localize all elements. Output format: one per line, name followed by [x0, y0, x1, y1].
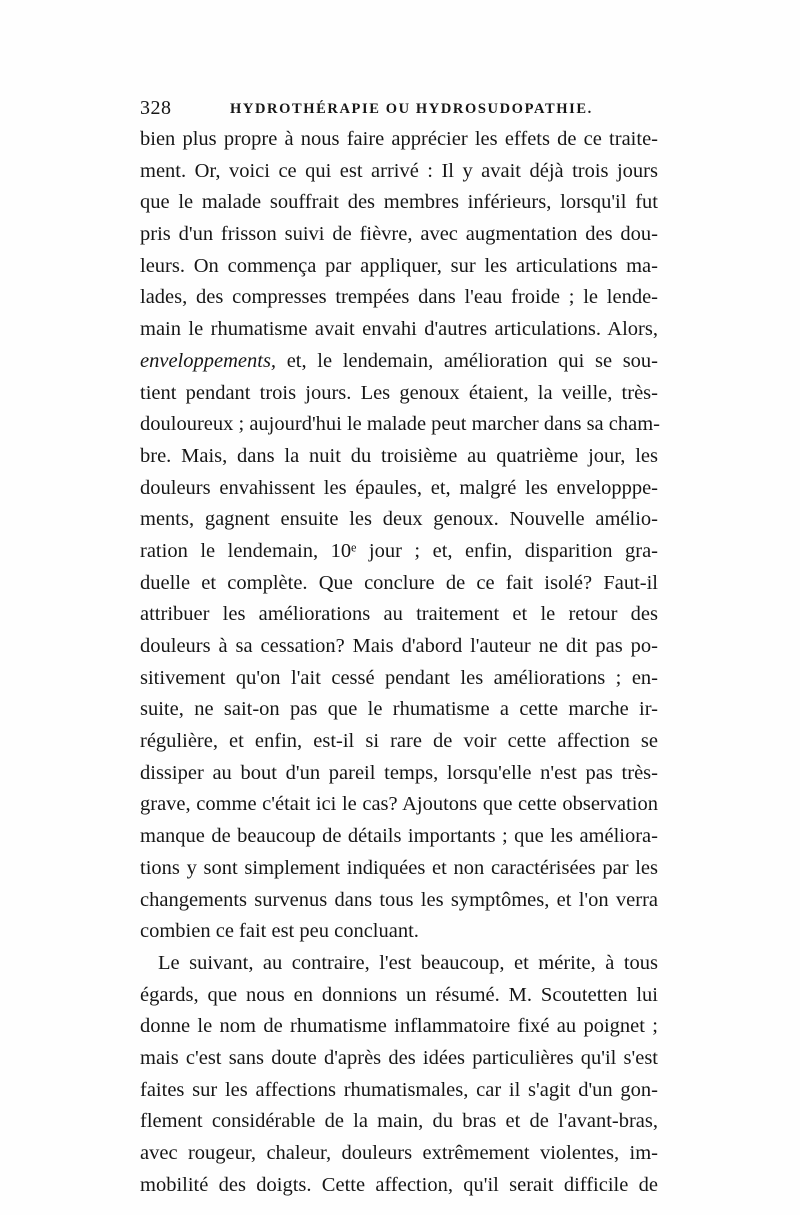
line-text: duelle et complète. Que conclure de ce fait isolé? Faut-il: [140, 571, 658, 594]
text-line: [140, 1043, 658, 1075]
text-line: [140, 980, 658, 1012]
line-text: flement considérable de la main, du bras et de l'avant-bras,: [140, 1110, 658, 1133]
text-line: [140, 853, 658, 885]
line-text: régulière, et enfin, est-il si rare de voir cette affection se: [140, 730, 658, 753]
text-line: [140, 187, 658, 219]
line-text: et, le lendemain, amélioration qui se sou-: [276, 349, 658, 372]
line-text: dissiper au bout d'un pareil temps, lorsqu'elle n'est pas très-: [140, 761, 658, 784]
line-text: mais c'est sans doute d'après des idées particulières qu'il s'est: [140, 1046, 658, 1069]
line-text: bre. Mais, dans la nuit du troisième au quatrième jour, les: [140, 444, 658, 467]
text-line: [140, 1138, 658, 1170]
page-number: 328: [140, 97, 172, 119]
line-text: ments, gagnent ensuite les deux genoux. Nouvelle amélio-: [140, 508, 658, 531]
body-text: [140, 124, 658, 1201]
text-line: [140, 916, 658, 948]
text-line: [140, 156, 658, 188]
line-text: sitivement qu'on l'ait cessé pendant les améliorations ; en-: [140, 666, 658, 689]
text-line: [140, 441, 658, 473]
text-line: [140, 282, 658, 314]
line-text: suite, ne sait-on pas que le rhumatisme a cette marche ir-: [140, 698, 658, 721]
line-text: mobilité des doigts. Cette affection, qu'il serait difficile de: [140, 1173, 658, 1196]
line-text: tions y sont simplement indiquées et non caractérisées par les: [140, 856, 658, 879]
line-text: bien plus propre à nous faire apprécier les effets de ce traite-: [140, 128, 658, 150]
text-line: [140, 473, 658, 505]
line-text: douleurs à sa cessation? Mais d'abord l'auteur ne dit pas po-: [140, 635, 658, 657]
line-text: attribuer les améliorations au traitement et le retour des: [140, 603, 658, 626]
line-text: leurs. On commença par appliquer, sur les articulations ma-: [140, 254, 658, 277]
text-line: [140, 1106, 658, 1138]
text-line: [140, 1011, 658, 1043]
line-text: douloureux ; aujourd'hui le malade peut marcher dans sa cham-: [140, 413, 660, 436]
running-title: HYDROTHÉRAPIE OU HYDROSUDOPATHIE.: [230, 101, 593, 117]
line-text: ment. Or, voici ce qui est arrivé : Il y avait déjà trois jours: [140, 159, 658, 182]
text-line: [140, 789, 658, 821]
line-text: égards, que nous en donnions un résumé. M. Scoutetten lui: [140, 983, 658, 1006]
line-text: avec rougeur, chaleur, douleurs extrêmement violentes, im-: [140, 1142, 658, 1164]
italic-text: enveloppements,: [140, 349, 277, 372]
text-line: [140, 378, 658, 410]
line-text: grave, comme c'était ici le cas? Ajoutons que cette observation: [140, 793, 658, 816]
text-line: [140, 758, 658, 790]
text-line: [140, 346, 658, 378]
text-line: [140, 1170, 658, 1202]
line-text: ration le lendemain, 10ᵉ jour ; et, enfin, disparition gra-: [140, 539, 658, 562]
line-text: tient pendant trois jours. Les genoux étaient, la veille, très-: [140, 381, 658, 404]
line-text: donne le nom de rhumatisme inflammatoire fixé au poignet ;: [140, 1015, 658, 1038]
text-line: [140, 948, 658, 980]
text-line: [140, 631, 658, 663]
line-text: que le malade souffrait des membres inférieurs, lorsqu'il fut: [140, 191, 658, 214]
text-line: [140, 314, 658, 346]
line-text: Le suivant, au contraire, l'est beaucoup, et mérite, à tous: [158, 951, 658, 974]
text-line: [140, 821, 658, 853]
text-line: [140, 885, 658, 917]
page-header: [140, 96, 660, 120]
text-line: [140, 1075, 658, 1107]
line-text: combien ce fait est peu concluant.: [140, 920, 419, 943]
text-line: [140, 504, 658, 536]
text-line: [140, 219, 658, 251]
line-text: lades, des compresses trempées dans l'eau froide ; le lende-: [140, 286, 658, 309]
text-line: [140, 124, 658, 156]
text-line: [140, 409, 658, 441]
line-text: changements survenus dans tous les symptômes, et l'on verra: [140, 888, 658, 911]
text-line: [140, 694, 658, 726]
text-line: [140, 568, 658, 600]
text-line: [140, 536, 658, 568]
text-line: [140, 251, 658, 283]
text-line: [140, 726, 658, 758]
line-text: douleurs envahissent les épaules, et, malgré les envelopppe-: [140, 476, 658, 499]
text-line: [140, 599, 658, 631]
line-text: manque de beaucoup de détails importants ; que les améliora-: [140, 825, 658, 848]
text-line: [140, 663, 658, 695]
line-text: faites sur les affections rhumatismales, car il s'agit d'un gon-: [140, 1078, 658, 1101]
line-text: pris d'un frisson suivi de fièvre, avec augmentation des dou-: [140, 223, 658, 246]
line-text: main le rhumatisme avait envahi d'autres articulations. Alors,: [140, 318, 658, 341]
